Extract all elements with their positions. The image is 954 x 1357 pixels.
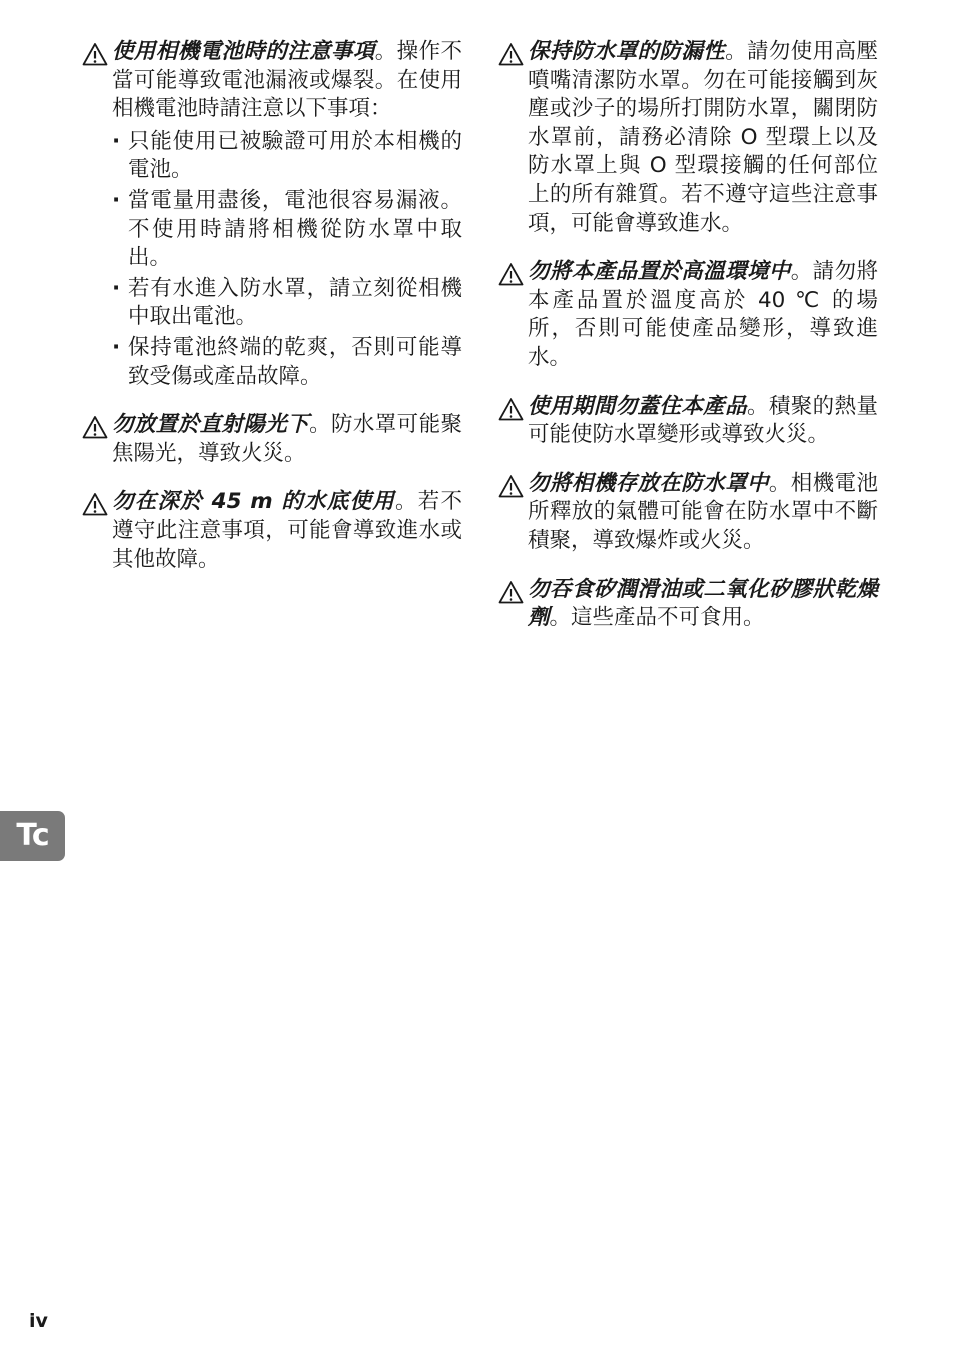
warning-icon	[498, 262, 524, 286]
list-item: · 只能使用已被驗證可用於本相機的電池。	[112, 128, 462, 185]
warning-title: 保持防水罩的防漏性	[528, 39, 726, 64]
warning-high-temperature	[528, 258, 878, 372]
language-tab: Tc	[0, 811, 65, 861]
warning-text: 。操作不當可能導致電池漏液或爆裂。在使用相機電池時請注意以下事項：	[112, 39, 462, 122]
warning-title: 勿將相機存放在防水罩中	[528, 470, 769, 496]
warning-icon	[82, 42, 108, 66]
warning-icon	[498, 42, 524, 66]
warning-title: 勿將本產品置於高溫環境中	[528, 259, 791, 285]
list-item: · 保持電池終端的乾爽，否則可能導致受傷或產品故障。	[112, 334, 462, 391]
right-column	[528, 38, 878, 653]
list-item: · 若有水進入防水罩，請立刻從相機中取出電池。	[112, 275, 462, 332]
warning-text: 。若不遵守此注意事項，可能會導致進水或其他故障。	[112, 489, 462, 572]
warning-icon	[498, 397, 524, 421]
warning-title: 勿在深於 45 m 的水底使用	[112, 489, 396, 515]
warning-icon	[82, 492, 108, 516]
battery-precaution-list	[112, 128, 462, 391]
warning-icon	[82, 415, 108, 439]
warning-text: 。防水罩可能聚焦陽光，導致火災。	[112, 412, 462, 466]
warning-text: 。相機電池所釋放的氣體可能會在防水罩中不斷積聚，導致爆炸或火災。	[528, 470, 878, 553]
warning-battery-precautions	[112, 38, 462, 391]
warning-text: 。請勿使用高壓噴嘴清潔防水罩。勿在可能接觸到灰塵或沙子的場所打開防水罩，關閉防水罩前，請務必清除 O 型環上以及防水罩上與 O 型環接觸的任何部位上的所有雜質。若不遵守這些注意事項，可能會導致進水。	[528, 39, 878, 236]
warning-text: 。積聚的熱量可能使防水罩變形或導致火災。	[528, 393, 878, 448]
left-column	[112, 38, 462, 594]
warning-title: 勿吞食矽潤滑油或二氧化矽膠狀乾燥劑	[528, 576, 878, 631]
warning-title: 使用期間勿蓋住本產品	[528, 393, 747, 419]
warning-icon	[498, 580, 524, 604]
warning-do-not-cover	[528, 393, 878, 450]
warning-watertightness	[528, 38, 878, 238]
warning-direct-sunlight	[112, 411, 462, 468]
warning-title: 使用相機電池時的注意事項	[112, 39, 375, 64]
page-number: iv	[29, 1310, 48, 1332]
warning-storage	[528, 470, 878, 556]
warning-depth-limit	[112, 488, 462, 574]
warning-icon	[498, 474, 524, 498]
warning-do-not-ingest	[528, 576, 878, 633]
warning-text: 。這些產品不可食用。	[549, 605, 765, 631]
warning-title: 勿放置於直射陽光下	[112, 412, 310, 438]
list-item: · 當電量用盡後，電池很容易漏液。不使用時請將相機從防水罩中取出。	[112, 187, 462, 273]
warning-text: 。請勿將本產品置於溫度高於 40 ℃ 的場所，否則可能使產品變形，導致進水。	[528, 259, 878, 370]
